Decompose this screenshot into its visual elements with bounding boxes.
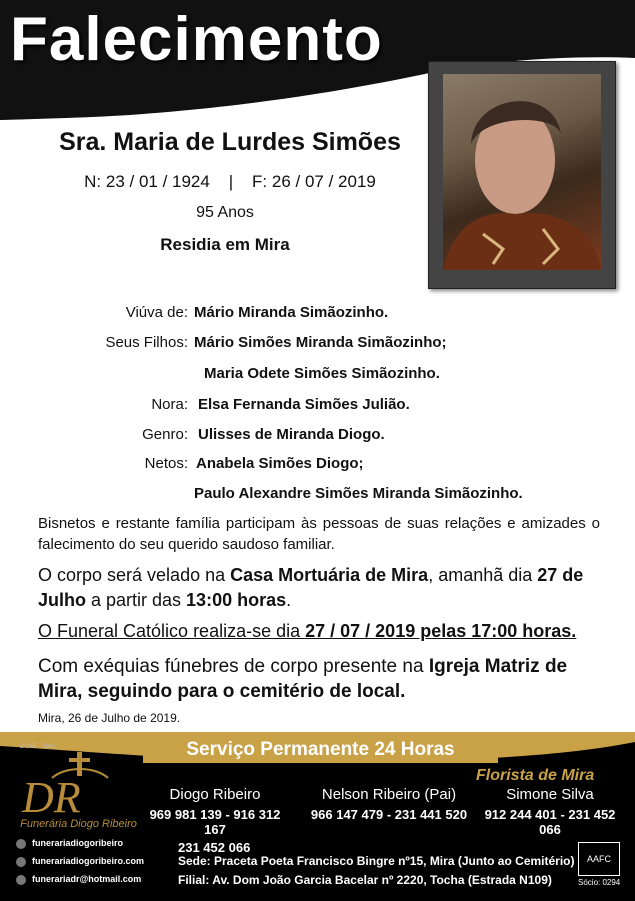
widow-label: Viúva de:: [125, 304, 188, 321]
contact-simone: Simone Silva 912 244 401 - 231 452 066: [484, 786, 616, 837]
daughter-in-law-label: Nora:: [151, 396, 188, 413]
wake-paragraph: O corpo será velado na Casa Mortuária de Mira, amanhã dia 27 de Julho a partir das 13:00 horas.: [38, 565, 584, 610]
address-hq: Sede: Praceta Poeta Francisco Bingre nº15, Mira (Junto ao Cemitério): [178, 854, 575, 868]
globe-icon: [16, 857, 26, 867]
logo: DR: [22, 773, 81, 822]
florista-brand: Florista de Mira: [476, 767, 595, 784]
grandchild-name: Anabela Simões Diogo;: [196, 455, 364, 472]
contact-nelson: Nelson Ribeiro (Pai) 966 147 479 - 231 441 520: [310, 786, 468, 822]
page-title: Falecimento: [10, 5, 383, 74]
widow-name: Mário Miranda Simãozinho.: [194, 304, 389, 321]
birth-death-dates: N: 23 / 01 / 1924 | F: 26 / 07 / 2019: [84, 172, 376, 191]
email-link[interactable]: funerariadr@hotmail.com: [16, 874, 141, 885]
place-date: Mira, 26 de Julho de 2019.: [38, 711, 181, 725]
funeral-paragraph: O Funeral Católico realiza-se dia 27 / 07 / 2019 pelas 17:00 horas.: [38, 621, 577, 641]
mail-icon: [16, 875, 26, 885]
facebook-icon: [16, 839, 26, 849]
son-in-law-name: Ulisses de Miranda Diogo.: [198, 426, 385, 443]
contact-diogo: Diogo Ribeiro 969 981 139 - 916 312 167 231 452 066: [149, 786, 281, 855]
website-link[interactable]: funerariadiogoribeiro.com: [16, 856, 144, 867]
grandchildren-label: Netos:: [144, 455, 188, 472]
son-in-law-label: Genro:: [142, 426, 188, 443]
exequies-paragraph: Com exéquias fúnebres de corpo presente na Igreja Matriz de Mira, seguindo para o cemitério de local.: [38, 656, 568, 702]
logo-subtitle: Funerária Diogo Ribeiro: [20, 818, 137, 830]
notice-paragraph: Bisnetos e restante família participam às pessoas de suas relações e amizades o falecimento do seu querido saudoso familiar.: [38, 515, 600, 553]
deceased-name: Sra. Maria de Lurdes Simões: [59, 128, 401, 156]
member-number: Sócio: 0294: [578, 878, 621, 887]
aafc-logo: AAFC: [578, 842, 620, 876]
grandchild-name: Paulo Alexandre Simões Miranda Simãozinho.: [194, 485, 523, 502]
portrait-photo: [443, 74, 601, 270]
children-label: Seus Filhos:: [105, 334, 188, 351]
service-banner: Serviço Permanente 24 Horas: [143, 737, 498, 763]
deceased-residence: Residia em Mira: [160, 235, 290, 254]
daughter-in-law-name: Elsa Fernanda Simões Julião.: [198, 396, 410, 413]
address-branch: Filial: Av. Dom João Garcia Bacelar nº 2220, Tocha (Estrada N109): [178, 873, 552, 887]
child-name: Mário Simões Miranda Simãozinho;: [194, 334, 447, 351]
dgae-code: DGAE - 2941: [20, 744, 56, 750]
facebook-link[interactable]: funerariadiogoribeiro: [16, 838, 123, 849]
deceased-age: 95 Anos: [196, 204, 254, 221]
child-name: Maria Odete Simões Simãozinho.: [204, 365, 440, 382]
